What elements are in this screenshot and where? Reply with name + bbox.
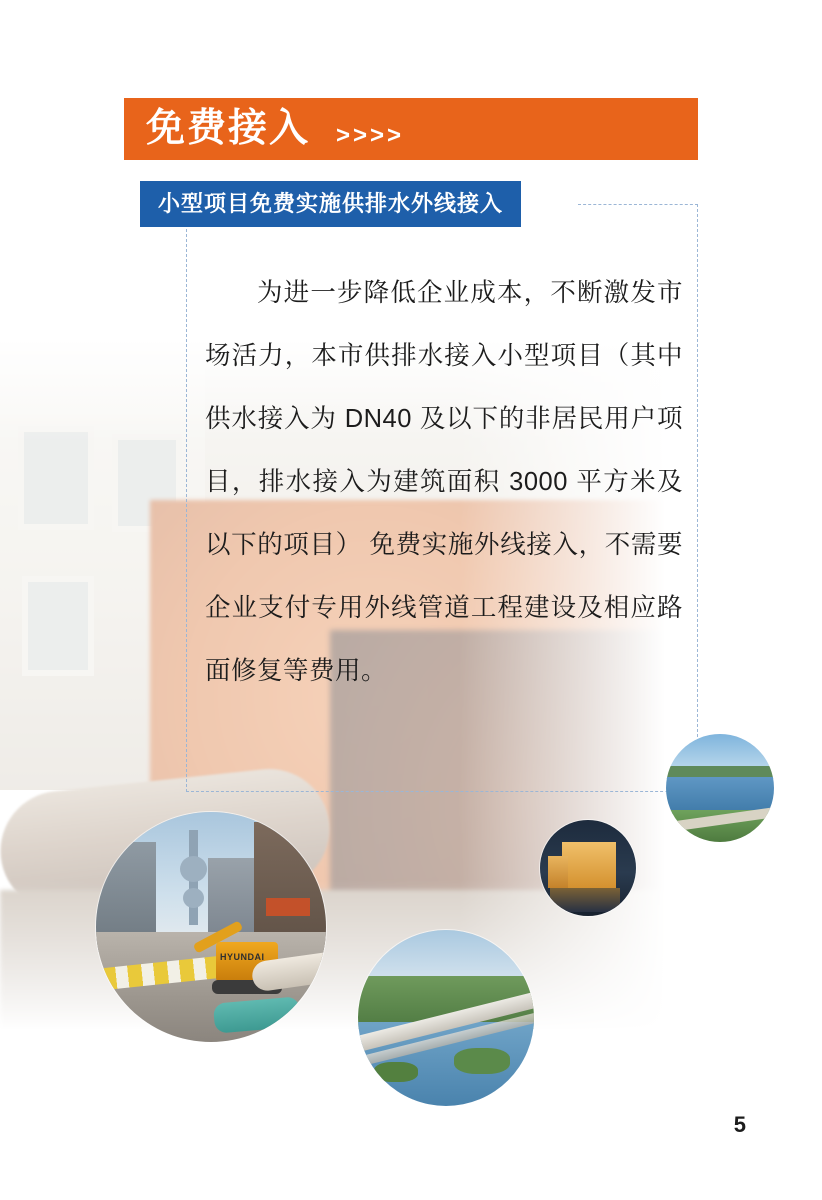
- photo-island: [374, 1062, 418, 1082]
- night-building-photo: [540, 820, 636, 916]
- photo-excavator-brand: HYUNDAI: [220, 952, 265, 962]
- photo-water-reflection: [550, 888, 620, 912]
- page-number: 5: [733, 1112, 746, 1137]
- photo-island: [454, 1048, 510, 1074]
- city-street-excavator-photo: [96, 812, 326, 1042]
- highway-bridge-photo: [358, 930, 534, 1106]
- subtitle-tag: 小型项目免费实施供排水外线接入: [140, 181, 521, 227]
- bg-window: [22, 576, 94, 676]
- bg-window: [18, 426, 94, 530]
- photo-lit-building: [562, 842, 616, 888]
- body-paragraph: 为进一步降低企业成本，不断激发市场活力，本市供排水接入小型项目（其中供水接入为 DN40 及以下的非居民用户项目，排水接入为建筑面积 3000 平方米及以下的项目） 免费实施外线接入，不需要企业支付专用外线管道工程建设及相应路面修复等费用。: [205, 279, 683, 685]
- photo-tv-tower: [189, 830, 198, 925]
- content-frame-top-edge: [578, 204, 698, 205]
- section-title: 免费接入: [146, 107, 311, 150]
- section-header-band: [124, 98, 698, 160]
- photo-street-sign: [266, 898, 310, 916]
- photo-sky: [666, 734, 774, 771]
- arrows-icon: >>>>: [336, 122, 405, 149]
- photo-lit-building-side: [548, 856, 568, 888]
- riverside-park-photo: [666, 734, 774, 842]
